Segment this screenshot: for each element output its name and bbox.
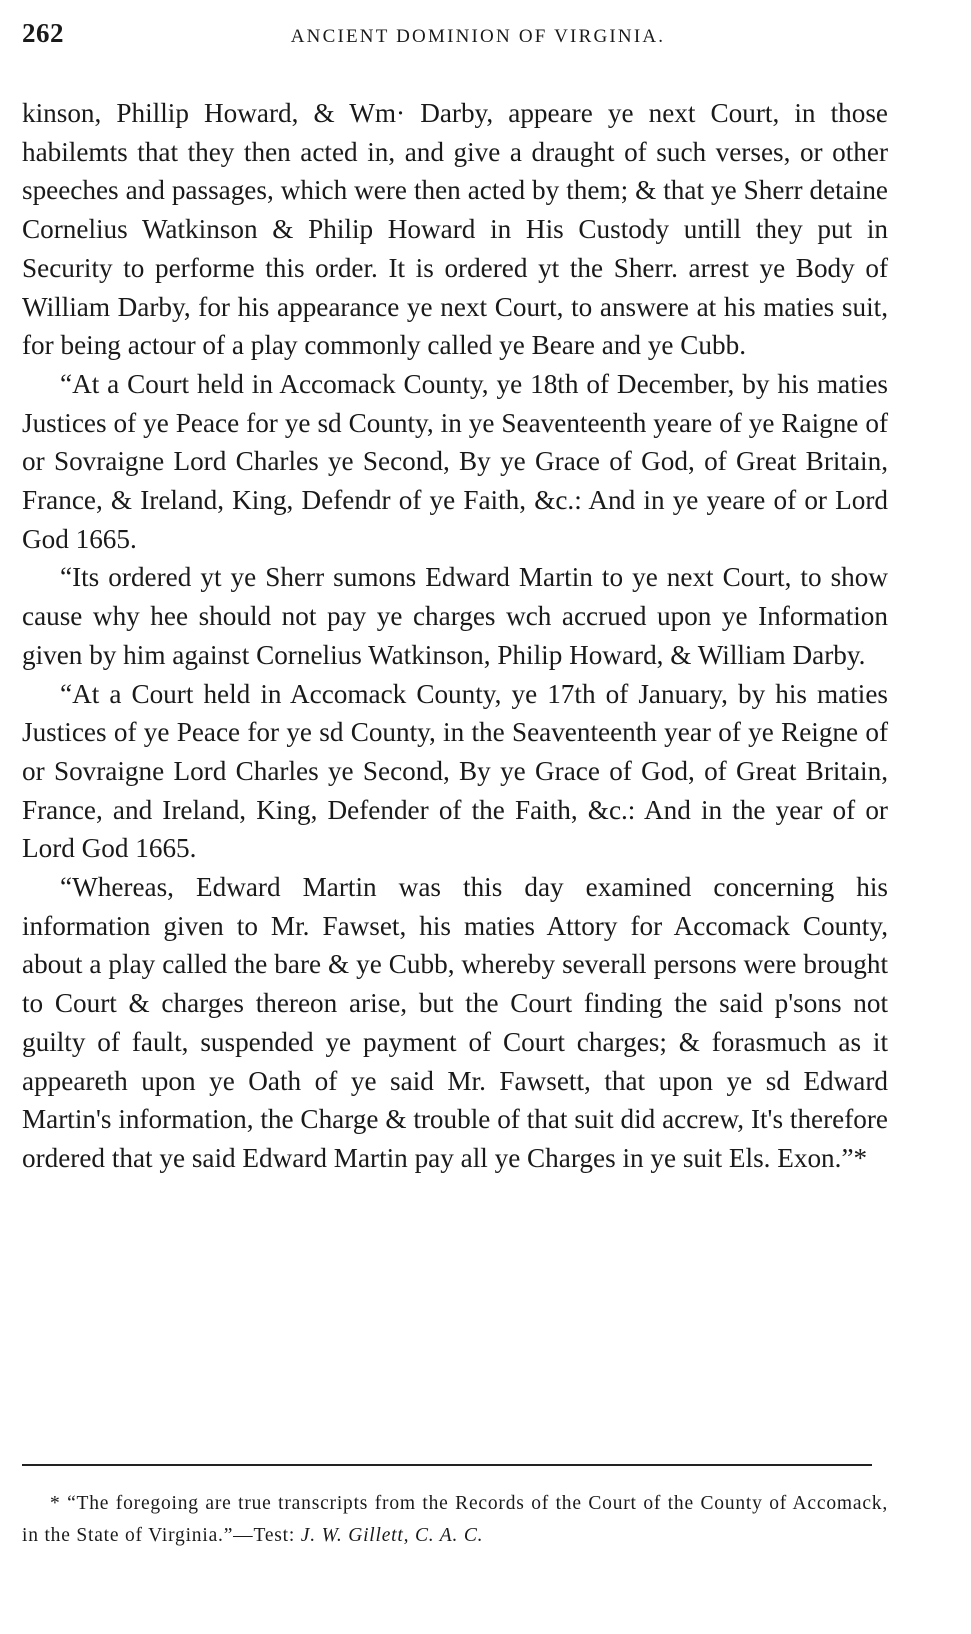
paragraph-order-summons: “Its ordered yt ye Sherr sumons Edward Martin to ye next Court, to show cause why hee should not pay ye charges wch accrued upon ye Information given by him against Cornelius Watkinson, Philip Howard, & William Darby. [22, 562, 888, 670]
page-header [22, 18, 922, 58]
footnote-text: * “The foregoing are true transcripts from the Records of the Court of the County of Accomack, in the State of Virginia.”—Test: [22, 1493, 888, 1546]
footnote-divider [22, 1464, 872, 1466]
paragraph-court-january: “At a Court held in Accomack County, ye 17th of January, by his maties Justices of ye Peace for ye sd County, in the Seaventeenth year of ye Reigne of or Sovraigne Lord Charles ye Second, By ye Grace of God, of Great Britain, France, and Ireland, King, Defender of the Faith, &c.: And in the year of or Lord God 1665. [22, 678, 888, 864]
paragraph-court-december: “At a Court held in Accomack County, ye 18th of December, by his maties Justices of ye Peace for ye sd County, in ye Seaventeenth yeare of ye Raigne of or Sovraigne Lord Charles ye Second, By ye Grace of God, of Great Britain, France, & Ireland, King, Defendr of ye Faith, &c.: And in ye yeare of or Lord God 1665. [22, 368, 888, 554]
paragraph-continuation: kinson, Phillip Howard, & Wm· Darby, appeare ye next Court, in those habilemts that they then acted in, and give a draught of such verses, or other speeches and passages, which were then acted by them; & that ye Sherr detaine Cornelius Watkinson & Philip Howard in His Custody untill they put in Security to performe this order. It is ordered yt the Sherr. arrest ye Body of William Darby, for his appearance ye next Court, to answere at his maties suit, for being actour of a play commonly called ye Beare and ye Cubb. [22, 98, 888, 361]
page-number: 262 [22, 18, 64, 48]
footnote [22, 1488, 888, 1552]
body-text [22, 94, 888, 1178]
running-title: ANCIENT DOMINION OF VIRGINIA. [290, 26, 666, 47]
footnote-signature: J. W. Gillett, C. A. C. [300, 1525, 484, 1546]
paragraph-whereas: “Whereas, Edward Martin was this day examined concerning his information given to Mr. Fawset, his maties Attory for Accomack County, about a play called the bare & ye Cubb, whereby severall persons were brought to Court & charges thereon arise, but the Court finding the said p'sons not guilty of fault, suspended ye payment of Court charges; & forasmuch as it appeareth upon ye Oath of ye said Mr. Fawsett, that upon ye sd Edward Martin's information, the Charge & trouble of that suit did accrew, It's therefore ordered that ye said Edward Martin pay all ye Charges in ye suit Els. Exon.”* [22, 872, 888, 1173]
